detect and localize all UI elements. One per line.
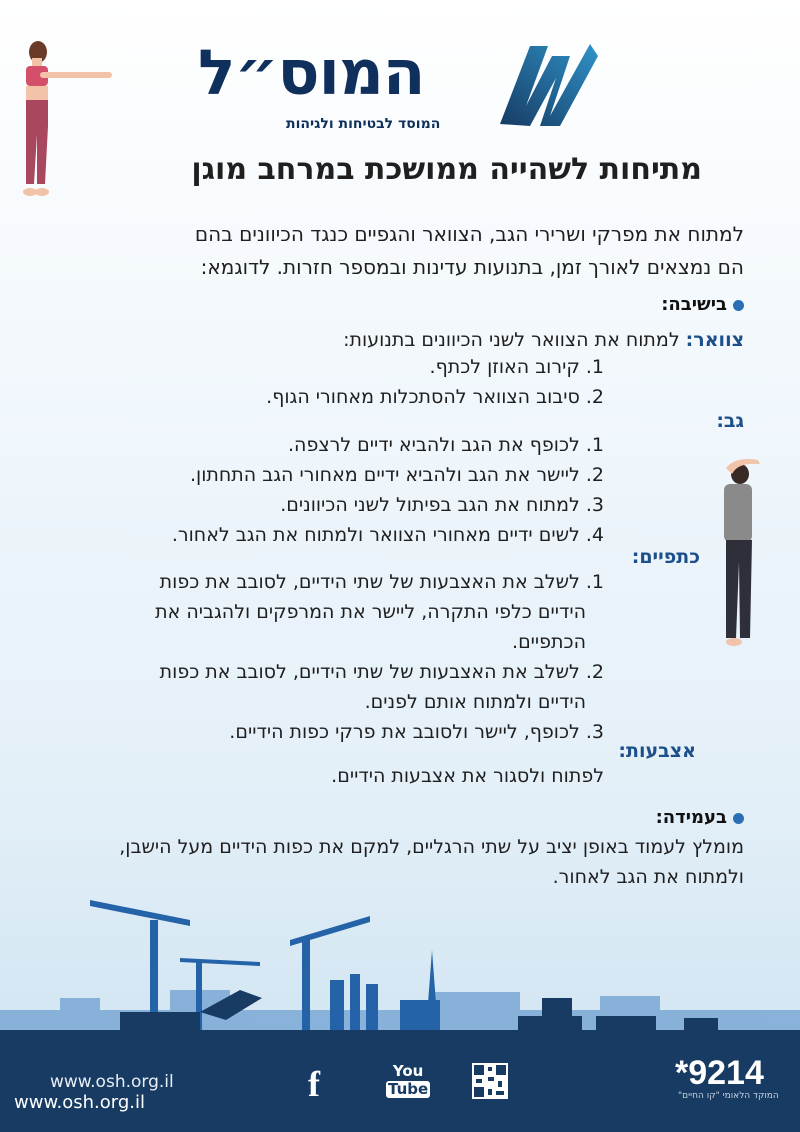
standing-line: מומלץ לעמוד באופן יציב על שתי הרגליים, למקם את כפות הידיים מעל הישבן, — [119, 836, 744, 858]
hotline-number[interactable]: *9214 — [675, 1054, 764, 1092]
youtube-icon[interactable]: You Tube — [388, 1062, 429, 1098]
bullet-icon — [733, 300, 744, 311]
back-label: גב: — [716, 410, 744, 432]
list-item-cont: הכתפיים. — [512, 631, 586, 653]
list-item: 2. לשלב את האצבעות של שתי הידיים, לסובב את כפות — [159, 661, 604, 683]
list-item-cont: הידיים ולמתוח אותם לפנים. — [364, 691, 586, 713]
list-item: 1. לשלב את האצבעות של שתי הידיים, לסובב את כפות — [159, 571, 604, 593]
list-item: 2. ליישר את הגב ולהביא ידיים מאחורי הגב התחתון. — [190, 464, 604, 486]
back-list — [44, 430, 604, 550]
industrial-skyline-illustration — [0, 880, 800, 1046]
shoulders-list — [4, 567, 604, 747]
fingers-label: אצבעות: — [618, 740, 696, 762]
logo — [190, 36, 610, 146]
logo-mark-icon — [490, 36, 600, 128]
sitting-section — [44, 294, 744, 315]
standing-heading: בעמידה: — [44, 807, 744, 828]
page-title: מתיחות לשהייה ממושכת במרחב מוגן — [191, 152, 702, 187]
website-link[interactable]: www.osh.org.il — [50, 1072, 174, 1092]
intro-paragraph — [44, 218, 744, 284]
fingers-text: לפתוח ולסגור את אצבעות הידיים. — [331, 765, 604, 787]
list-item: 1. קירוב האוזן לכתף. — [429, 356, 604, 378]
intro-line: הם נמצאים לאורך זמן, בתנועות עדינות ובמספר חזרות. לדוגמא: — [200, 255, 744, 279]
hotline-caption: המוקד הלאומי "קו החיים" — [678, 1091, 779, 1101]
standing-stretch-figure — [706, 452, 770, 648]
list-item: 3. לכופף, ליישר ולסובב את פרקי כפות הידיים. — [229, 721, 604, 743]
logo-wordmark: המוס״ל — [198, 36, 425, 109]
shoulders-label: כתפיים: — [631, 546, 700, 568]
neck-label: צוואר: — [685, 329, 744, 351]
list-item-cont: הידיים כלפי התקרה, ליישר את המרפקים ולהגביה את — [155, 601, 586, 623]
facebook-icon[interactable]: f — [308, 1064, 320, 1104]
stretching-woman-figure — [18, 34, 118, 206]
logo-subtitle: המוסד לבטיחות ולגיהות — [286, 116, 441, 132]
list-item: 4. לשים ידיים מאחורי הצוואר ולמתוח את הגב לאחור. — [171, 524, 604, 546]
sitting-heading: בישיבה: — [44, 294, 744, 315]
neck-list — [44, 352, 604, 412]
list-item: 2. סיבוב הצוואר להסתכלות מאחורי הגוף. — [266, 386, 604, 408]
list-item: 1. לכופף את הגב ולהביא ידיים לרצפה. — [288, 434, 604, 456]
standing-line: ולמתוח את הגב לאחור. — [552, 866, 744, 888]
list-item: 3. למתוח את הגב בפיתול לשני הכיוונים. — [280, 494, 604, 516]
neck-text: למתוח את הצוואר לשני הכיוונים בתנועות: — [343, 329, 680, 351]
intro-line: למתוח את מפרקי ושרירי הגב, הצוואר והגפיים כנגד הכיוונים בהם — [194, 222, 744, 246]
website-link-overlay[interactable]: www.osh.org.il — [14, 1092, 146, 1113]
neck-block — [44, 325, 744, 355]
qr-code-icon[interactable] — [472, 1063, 508, 1099]
bullet-icon — [733, 813, 744, 824]
